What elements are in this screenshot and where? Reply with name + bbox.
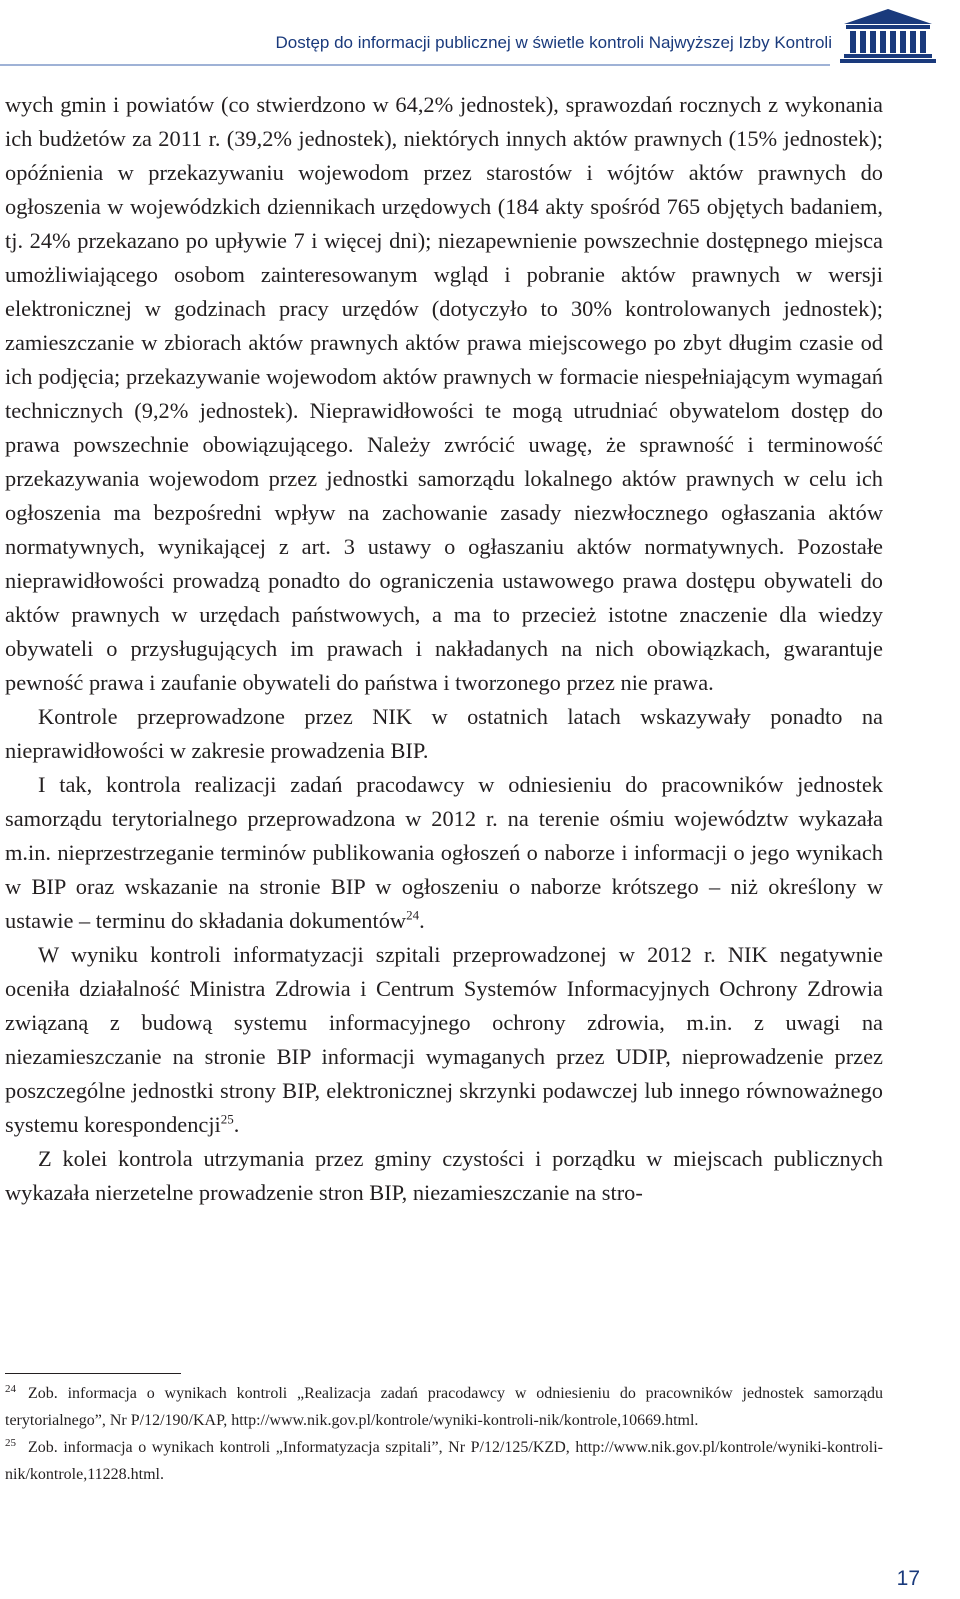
body-text <box>5 88 883 1210</box>
paragraph-text: Z kolei kontrola utrzymania przez gminy czystości i porządku w miejscach publicznych wykazała nierzetelne prowadzenie stron BIP, niezamieszczanie na stro- <box>5 1146 883 1205</box>
paragraph-text: wych gmin i powiatów (co stwierdzono w 64,2% jednostek), sprawozdań rocznych z wykonania ich budżetów za 2011 r. (39,2% jednostek), niektórych innych aktów prawnych (15% jednostek); opóźnienia w przekazywaniu wojewodom przez starostów i wójtów aktów prawnych do ogłoszenia w wojewódzkich dziennikach urzędowych (184 akty spośród 765 objętych badaniem, tj. 24% przekazano po upływie 7 i więcej dni); niezapewnienie powszechnie dostępnego miejsca umożliwiającego osobom zainteresowanym wgląd i pobranie aktów prawnych w wersji elektronicznej w godzinach pracy urzędów (dotyczyło to 30% kontrolowanych jednostek); zamieszczanie w zbiorach aktów prawnych aktów prawa miejscowego po zbyt długim czasie od ich podjęcia; przekazywanie wojewodom aktów prawnych w formacie niespełniającym wymagań technicznych (9,2% jednostek). Nieprawidłowości te mogą utrudniać obywatelom dostęp do prawa powszechnie obowiązującego. Należy zwrócić uwagę, że sprawność i terminowość przekazywania wojewodom przez jednostki samorządu lokalnego aktów prawnych w celu ich ogłoszenia ma bezpośredni wpływ na zachowanie zasady niezwłocznego ogłaszania aktów normatywnych, wynikającej z art. 3 ustawy o ogłaszaniu aktów normatywnych. Pozostałe nieprawidłowości prowadzą ponadto do ograniczenia ustawowego prawa dostępu obywateli do aktów prawnych w urzędach państwowych, a ma to przecież istotne znaczenie dla wiedzy obywateli o przysługujących im prawach i nakładanych na nich obowiązkach, gwarantuje pewność prawa i zaufanie obywateli do państwa i tworzonego przez nie prawa. <box>5 92 883 695</box>
paragraph-text: W wyniku kontroli informatyzacji szpitali przeprowadzonej w 2012 r. NIK negatywnie oceniła działalność Ministra Zdrowia i Centrum Systemów Informacyjnych Ochrony Zdrowia związaną z budową systemu informacyjnego ochrony zdrowia, m.in. z uwagi na niezamieszczanie na stronie BIP informacji wymaganych przez UDIP, nieprowadzenie przez poszczególne jednostki strony BIP, elektronicznej skrzynki podawczej lub innego równoważnego systemu korespondencji <box>5 942 883 1137</box>
footnote-separator <box>5 1373 181 1374</box>
body-paragraph <box>5 768 883 938</box>
header-rule <box>0 64 830 66</box>
body-paragraph <box>5 700 883 768</box>
footnote-text: Zob. informacja o wynikach kontroli „Realizacja zadań pracodawcy w odniesieniu do pracowników jednostek samorządu terytorialnego”, Nr P/12/190/KAP, http://www.nik.gov.pl/kontrole/wyniki-kontroli-nik/kontrole,10669.html. <box>5 1385 883 1429</box>
paragraph-text: . <box>233 1112 240 1137</box>
body-paragraph <box>5 938 883 1142</box>
paragraph-text: I tak, kontrola realizacji zadań pracodawcy w odniesieniu do pracowników jednostek samorządu terytorialnego przeprowadzona w 2012 r. na terenie ośmiu województw wykazała m.in. nieprzestrzeganie terminów publikowania ogłoszeń o naborze i informacji o jego wynikach w BIP oraz wskazanie na stronie BIP w ogłoszeniu o naborze krótszego – niż określony w ustawie – terminu do składania dokumentów <box>5 772 883 933</box>
body-paragraph <box>5 1142 883 1210</box>
footnote-mark: 25 <box>5 1436 16 1449</box>
footnote-reference[interactable]: 25 <box>220 1111 234 1127</box>
running-header-title: Dostęp do informacji publicznej w świetle kontroli Najwyższej Izby Kontroli <box>275 33 832 52</box>
footnotes <box>5 1381 883 1489</box>
paragraph-text: Kontrole przeprowadzone przez NIK w ostatnich latach wskazywały ponadto na nieprawidłowości w zakresie prowadzenia BIP. <box>5 704 883 763</box>
footnote-reference[interactable]: 24 <box>406 907 420 923</box>
footnote-mark: 24 <box>5 1382 16 1395</box>
page-header <box>0 0 960 80</box>
footnote <box>5 1381 883 1434</box>
paragraph-text: . <box>419 908 425 933</box>
nik-building-logo-icon <box>838 6 938 64</box>
page-number: 17 <box>896 1567 920 1590</box>
footnote-text: Zob. informacja o wynikach kontroli „Informatyzacja szpitali”, Nr P/12/125/KZD, http://www.nik.gov.pl/kontrole/wyniki-kontroli-nik/kontrole,11228.html. <box>5 1439 883 1483</box>
footnote <box>5 1435 883 1488</box>
body-paragraph <box>5 88 883 700</box>
